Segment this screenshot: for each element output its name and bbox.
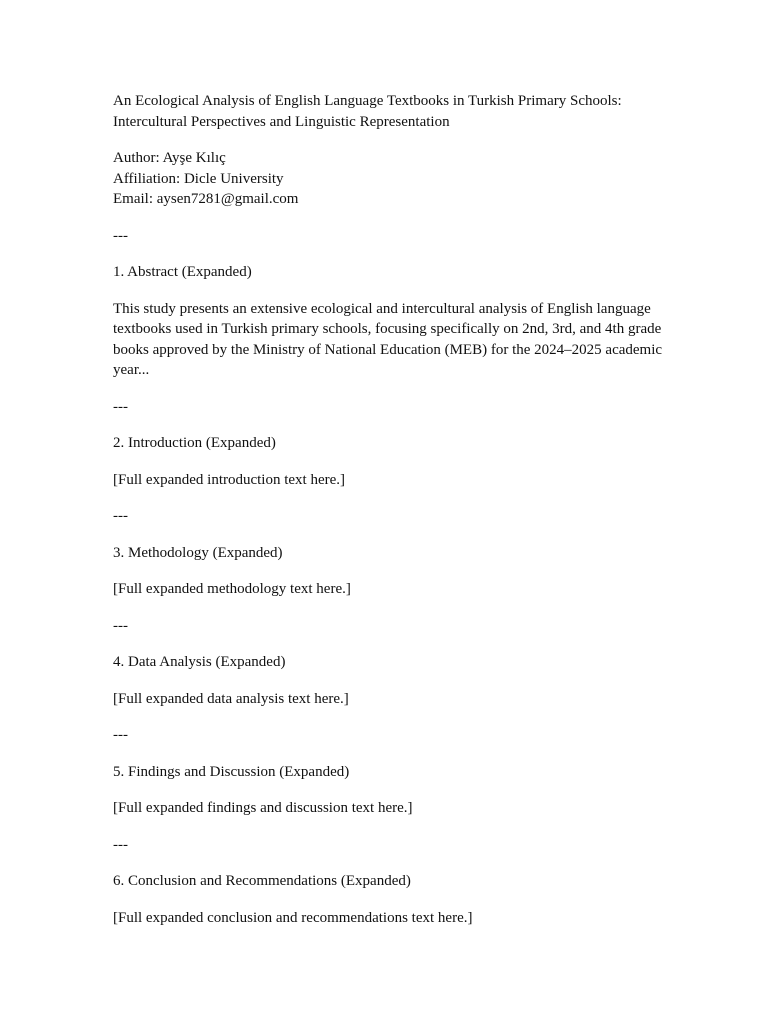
section-body-methodology: [Full expanded methodology text here.]	[113, 581, 351, 597]
section-heading-findings: 5. Findings and Discussion (Expanded)	[113, 763, 350, 780]
author-email: Email: aysen7281@gmail.com	[113, 191, 299, 207]
document-title	[113, 91, 673, 132]
section-heading-introduction: 2. Introduction (Expanded)	[113, 435, 276, 451]
section-body-introduction: [Full expanded introduction text here.]	[113, 471, 346, 488]
separator: ---	[113, 398, 128, 415]
author-block	[113, 148, 673, 210]
section-body-data-analysis: [Full expanded data analysis text here.]	[113, 690, 349, 707]
title-line-1: An Ecological Analysis of English Language Textbooks in Turkish Primary Schools:	[113, 93, 622, 109]
author-name: Author: Ayşe Kılıç	[113, 150, 226, 166]
section-heading-abstract: 1. Abstract (Expanded)	[113, 264, 252, 280]
separator: ---	[113, 227, 128, 244]
separator: ---	[113, 617, 128, 634]
separator: ---	[113, 836, 128, 853]
section-body-findings: [Full expanded findings and discussion text here.]	[113, 800, 413, 816]
section-body-abstract: This study presents an extensive ecological and intercultural analysis of English language textbooks used in Turkish primary schools, focusing specifically on 2nd, 3rd, and 4th grade books approved by the Ministry of National Education (MEB) for the 2024–2025 academic year...	[113, 300, 663, 378]
title-line-2: Intercultural Perspectives and Linguistic Representation	[113, 113, 450, 130]
section-heading-methodology: 3. Methodology (Expanded)	[113, 544, 283, 561]
separator: ---	[113, 508, 128, 524]
separator: ---	[113, 727, 128, 743]
section-body-conclusion: [Full expanded conclusion and recommendations text here.]	[113, 909, 473, 926]
author-affiliation: Affiliation: Dicle University	[113, 170, 284, 187]
section-heading-data-analysis: 4. Data Analysis (Expanded)	[113, 654, 286, 670]
document-page	[113, 91, 673, 928]
section-heading-conclusion: 6. Conclusion and Recommendations (Expanded)	[113, 873, 411, 889]
